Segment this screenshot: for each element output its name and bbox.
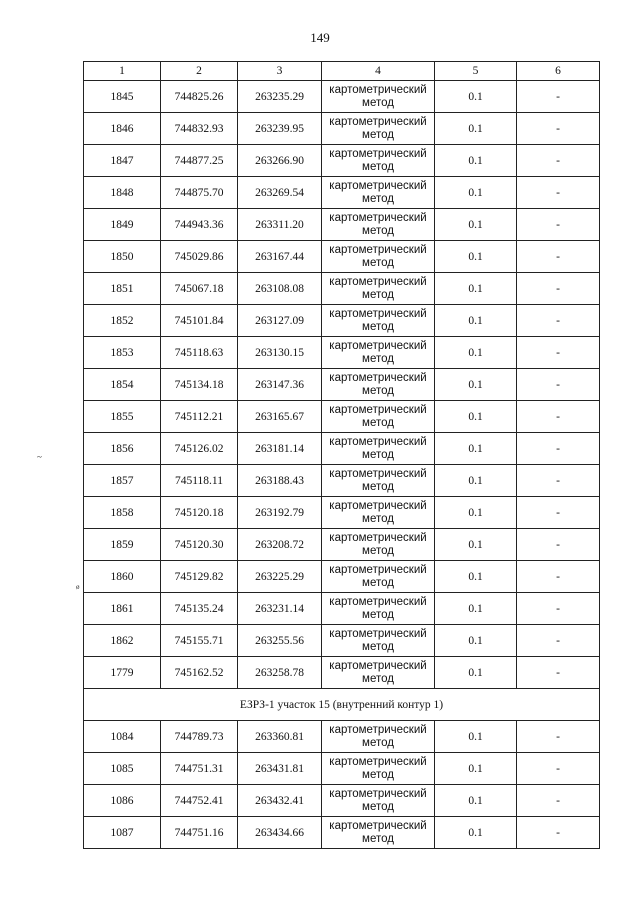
table-row bbox=[84, 337, 600, 369]
note: - bbox=[517, 721, 600, 753]
accuracy: 0.1 bbox=[435, 273, 517, 305]
accuracy: 0.1 bbox=[435, 433, 517, 465]
table-row bbox=[84, 433, 600, 465]
coord-y: 263108.08 bbox=[238, 273, 322, 305]
table-row bbox=[84, 497, 600, 529]
coord-x: 745162.52 bbox=[161, 657, 238, 689]
coord-y: 263266.90 bbox=[238, 145, 322, 177]
point-number: 1855 bbox=[84, 401, 161, 433]
accuracy: 0.1 bbox=[435, 209, 517, 241]
point-number: 1087 bbox=[84, 817, 161, 849]
coord-y: 263208.72 bbox=[238, 529, 322, 561]
point-number: 1848 bbox=[84, 177, 161, 209]
note: - bbox=[517, 593, 600, 625]
note: - bbox=[517, 785, 600, 817]
point-number: 1845 bbox=[84, 81, 161, 113]
method-cell: картометрический метод bbox=[322, 209, 435, 241]
coord-x: 744751.31 bbox=[161, 753, 238, 785]
method-cell: картометрический метод bbox=[322, 817, 435, 849]
method-cell: картометрический метод bbox=[322, 305, 435, 337]
coord-x: 745029.86 bbox=[161, 241, 238, 273]
table-row bbox=[84, 401, 600, 433]
coord-x: 744875.70 bbox=[161, 177, 238, 209]
method-cell: картометрический метод bbox=[322, 113, 435, 145]
point-number: 1085 bbox=[84, 753, 161, 785]
coord-y: 263434.66 bbox=[238, 817, 322, 849]
point-number: 1862 bbox=[84, 625, 161, 657]
margin-mark: ~ bbox=[37, 452, 42, 462]
column-header: 5 bbox=[435, 62, 517, 81]
method-cell: картометрический метод bbox=[322, 145, 435, 177]
note: - bbox=[517, 145, 600, 177]
table-row bbox=[84, 657, 600, 689]
coord-y: 263239.95 bbox=[238, 113, 322, 145]
table-row bbox=[84, 465, 600, 497]
margin-mark: ø bbox=[76, 583, 80, 591]
method-cell: картометрический метод bbox=[322, 273, 435, 305]
note: - bbox=[517, 273, 600, 305]
note: - bbox=[517, 497, 600, 529]
point-number: 1851 bbox=[84, 273, 161, 305]
table-row bbox=[84, 369, 600, 401]
table-row bbox=[84, 305, 600, 337]
table-row bbox=[84, 721, 600, 753]
table-row bbox=[84, 785, 600, 817]
method-cell: картометрический метод bbox=[322, 529, 435, 561]
accuracy: 0.1 bbox=[435, 785, 517, 817]
point-number: 1086 bbox=[84, 785, 161, 817]
table-row bbox=[84, 145, 600, 177]
table-row bbox=[84, 561, 600, 593]
note: - bbox=[517, 305, 600, 337]
table-body bbox=[84, 721, 600, 849]
coord-y: 263258.78 bbox=[238, 657, 322, 689]
coord-y: 263235.29 bbox=[238, 81, 322, 113]
accuracy: 0.1 bbox=[435, 593, 517, 625]
note: - bbox=[517, 465, 600, 497]
accuracy: 0.1 bbox=[435, 529, 517, 561]
point-number: 1859 bbox=[84, 529, 161, 561]
table-row bbox=[84, 753, 600, 785]
accuracy: 0.1 bbox=[435, 625, 517, 657]
coord-x: 745155.71 bbox=[161, 625, 238, 657]
note: - bbox=[517, 657, 600, 689]
coord-y: 263147.36 bbox=[238, 369, 322, 401]
point-number: 1853 bbox=[84, 337, 161, 369]
method-cell: картометрический метод bbox=[322, 625, 435, 657]
coord-y: 263225.29 bbox=[238, 561, 322, 593]
coord-x: 744752.41 bbox=[161, 785, 238, 817]
table-row bbox=[84, 177, 600, 209]
method-cell: картометрический метод bbox=[322, 657, 435, 689]
accuracy: 0.1 bbox=[435, 657, 517, 689]
accuracy: 0.1 bbox=[435, 81, 517, 113]
note: - bbox=[517, 209, 600, 241]
method-cell: картометрический метод bbox=[322, 337, 435, 369]
table-row bbox=[84, 81, 600, 113]
note: - bbox=[517, 113, 600, 145]
section-body bbox=[84, 689, 600, 721]
coord-y: 263127.09 bbox=[238, 305, 322, 337]
accuracy: 0.1 bbox=[435, 145, 517, 177]
table-row bbox=[84, 529, 600, 561]
point-number: 1849 bbox=[84, 209, 161, 241]
method-cell: картометрический метод bbox=[322, 241, 435, 273]
table-row bbox=[84, 241, 600, 273]
section-title: ЕЗРЗ-1 участок 15 (внутренний контур 1) bbox=[84, 689, 600, 721]
coord-y: 263167.44 bbox=[238, 241, 322, 273]
coord-y: 263181.14 bbox=[238, 433, 322, 465]
table-row bbox=[84, 113, 600, 145]
accuracy: 0.1 bbox=[435, 817, 517, 849]
method-cell: картометрический метод bbox=[322, 561, 435, 593]
coord-y: 263130.15 bbox=[238, 337, 322, 369]
method-cell: картометрический метод bbox=[322, 753, 435, 785]
accuracy: 0.1 bbox=[435, 561, 517, 593]
accuracy: 0.1 bbox=[435, 241, 517, 273]
section-row bbox=[84, 689, 600, 721]
accuracy: 0.1 bbox=[435, 369, 517, 401]
coord-x: 745067.18 bbox=[161, 273, 238, 305]
column-header: 2 bbox=[161, 62, 238, 81]
accuracy: 0.1 bbox=[435, 177, 517, 209]
coord-x: 744751.16 bbox=[161, 817, 238, 849]
method-cell: картометрический метод bbox=[322, 177, 435, 209]
method-cell: картометрический метод bbox=[322, 369, 435, 401]
point-number: 1850 bbox=[84, 241, 161, 273]
column-header: 6 bbox=[517, 62, 600, 81]
point-number: 1857 bbox=[84, 465, 161, 497]
coord-x: 745134.18 bbox=[161, 369, 238, 401]
note: - bbox=[517, 177, 600, 209]
coord-y: 263431.81 bbox=[238, 753, 322, 785]
coordinates-table bbox=[83, 61, 600, 849]
coord-y: 263432.41 bbox=[238, 785, 322, 817]
point-number: 1860 bbox=[84, 561, 161, 593]
note: - bbox=[517, 401, 600, 433]
coord-x: 745129.82 bbox=[161, 561, 238, 593]
coord-y: 263192.79 bbox=[238, 497, 322, 529]
coord-y: 263269.54 bbox=[238, 177, 322, 209]
table-row bbox=[84, 625, 600, 657]
coord-x: 745120.30 bbox=[161, 529, 238, 561]
method-cell: картометрический метод bbox=[322, 593, 435, 625]
coord-x: 745118.63 bbox=[161, 337, 238, 369]
note: - bbox=[517, 753, 600, 785]
table-body bbox=[84, 81, 600, 689]
accuracy: 0.1 bbox=[435, 401, 517, 433]
point-number: 1852 bbox=[84, 305, 161, 337]
point-number: 1854 bbox=[84, 369, 161, 401]
note: - bbox=[517, 529, 600, 561]
coord-x: 744943.36 bbox=[161, 209, 238, 241]
method-cell: картометрический метод bbox=[322, 785, 435, 817]
method-cell: картометрический метод bbox=[322, 433, 435, 465]
coord-x: 745120.18 bbox=[161, 497, 238, 529]
method-cell: картометрический метод bbox=[322, 81, 435, 113]
coord-x: 744825.26 bbox=[161, 81, 238, 113]
note: - bbox=[517, 817, 600, 849]
accuracy: 0.1 bbox=[435, 337, 517, 369]
point-number: 1858 bbox=[84, 497, 161, 529]
coord-x: 745126.02 bbox=[161, 433, 238, 465]
page-number: 149 bbox=[310, 30, 330, 45]
point-number: 1856 bbox=[84, 433, 161, 465]
note: - bbox=[517, 433, 600, 465]
note: - bbox=[517, 561, 600, 593]
coord-x: 745118.11 bbox=[161, 465, 238, 497]
accuracy: 0.1 bbox=[435, 497, 517, 529]
coord-y: 263255.56 bbox=[238, 625, 322, 657]
point-number: 1779 bbox=[84, 657, 161, 689]
coord-y: 263231.14 bbox=[238, 593, 322, 625]
coord-x: 745101.84 bbox=[161, 305, 238, 337]
coord-y: 263311.20 bbox=[238, 209, 322, 241]
column-header: 4 bbox=[322, 62, 435, 81]
coord-y: 263360.81 bbox=[238, 721, 322, 753]
accuracy: 0.1 bbox=[435, 465, 517, 497]
note: - bbox=[517, 625, 600, 657]
note: - bbox=[517, 337, 600, 369]
accuracy: 0.1 bbox=[435, 305, 517, 337]
coord-x: 745112.21 bbox=[161, 401, 238, 433]
column-header: 3 bbox=[238, 62, 322, 81]
note: - bbox=[517, 369, 600, 401]
method-cell: картометрический метод bbox=[322, 401, 435, 433]
coord-x: 745135.24 bbox=[161, 593, 238, 625]
table-row bbox=[84, 593, 600, 625]
method-cell: картометрический метод bbox=[322, 497, 435, 529]
table-row bbox=[84, 209, 600, 241]
coord-x: 744832.93 bbox=[161, 113, 238, 145]
point-number: 1084 bbox=[84, 721, 161, 753]
note: - bbox=[517, 81, 600, 113]
point-number: 1861 bbox=[84, 593, 161, 625]
accuracy: 0.1 bbox=[435, 753, 517, 785]
method-cell: картометрический метод bbox=[322, 465, 435, 497]
coord-x: 744789.73 bbox=[161, 721, 238, 753]
point-number: 1847 bbox=[84, 145, 161, 177]
table-row bbox=[84, 273, 600, 305]
header-row bbox=[84, 62, 600, 81]
accuracy: 0.1 bbox=[435, 113, 517, 145]
coord-y: 263188.43 bbox=[238, 465, 322, 497]
coord-x: 744877.25 bbox=[161, 145, 238, 177]
point-number: 1846 bbox=[84, 113, 161, 145]
note: - bbox=[517, 241, 600, 273]
coord-y: 263165.67 bbox=[238, 401, 322, 433]
accuracy: 0.1 bbox=[435, 721, 517, 753]
method-cell: картометрический метод bbox=[322, 721, 435, 753]
column-header: 1 bbox=[84, 62, 161, 81]
table-row bbox=[84, 817, 600, 849]
